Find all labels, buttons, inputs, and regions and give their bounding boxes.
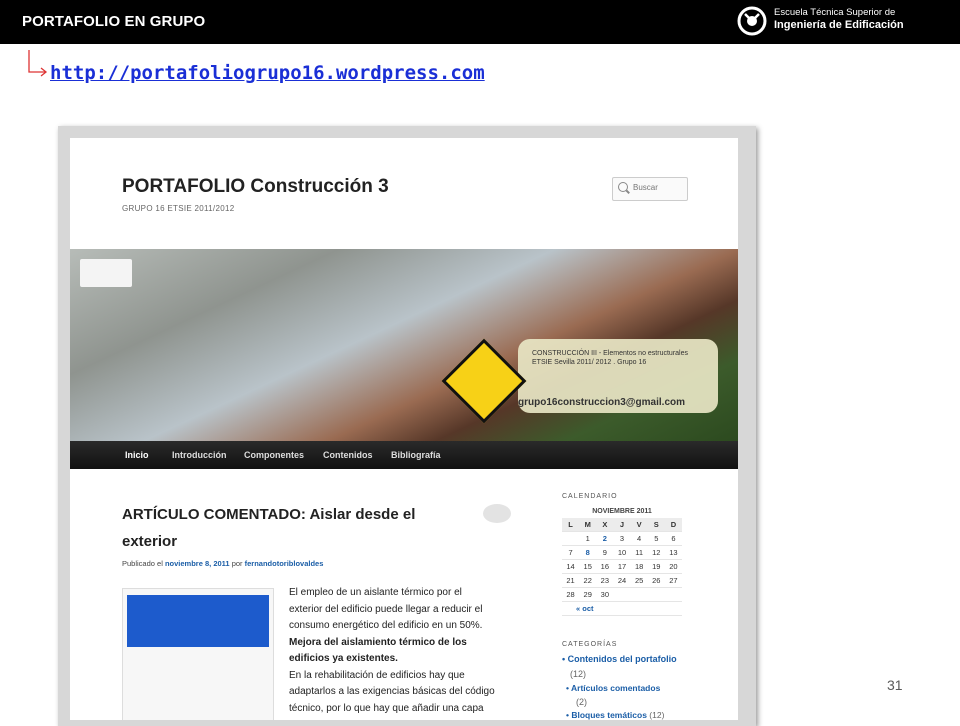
nav-introduccion[interactable]: Introducción (172, 450, 227, 460)
website-screenshot: PORTAFOLIO Construcción 3 GRUPO 16 ETSIE 2011/2012 Buscar CONSTRUCCIÓN III - Elementos no estructurales ETSIE Sevilla 2011/ 2012 . Grupo 16 grupo16construccion3@gmail.com Inicio Introducción Componentes Contenidos Bibliografía ARTÍCULO COMENTADO: Aislar desde el exterior Publicado el noviembre 8, 2011 por fernandotoriblovaldes El empleo de un aislante térmico por el exterior del edificio puede llegar a reducir el consumo energético del edificio en un 50%. Mejora del aislamiento térmico de los edificios ya existentes. En la rehabilitación de edificios hay que adaptarlos a las exigencias básicas del código técnico, por lo que hay que añadir una capa CALENDARIO NOVIEMBRE 2011 L M X J V S D 1 2 3 4 5 6 7 8 9 10 11 12 13 14 15 16 17 18 19 20 21 22 23 24 25 26 27 28 29 30 « oct CATEGORÍAS • Contenidos del portafolio (12) • Artículos comentados (2) • Bloques temáticos (12) (70, 138, 738, 720)
banner-caption-line2: ETSIE Sevilla 2011/ 2012 . Grupo 16 (532, 359, 647, 366)
article-thumbnail-header (127, 595, 269, 647)
post-body: El empleo de un aislante térmico por el exterior del edificio puede llegar a reducir el consumo energético del edificio en un 50%. Mejora del aislamiento térmico de los edificios ya existentes. En la rehabilitación de edificios hay que adaptarlos a las exigencias básicas del código técnico, por lo que hay que añadir una capa (289, 587, 495, 714)
search-input[interactable]: Buscar (612, 177, 688, 201)
site-title[interactable]: PORTAFOLIO Construcción 3 (122, 176, 389, 197)
nav-inicio[interactable]: Inicio (125, 450, 149, 460)
comment-bubble-icon[interactable] (483, 504, 511, 523)
school-logo-icon (736, 5, 768, 37)
calendar: NOVIEMBRE 2011 L M X J V S D 1 2 3 4 5 6 7 8 9 10 11 12 13 14 15 16 17 18 19 20 21 22 23 24 25 26 27 28 29 30 « oct (562, 508, 682, 616)
nav-componentes[interactable]: Componentes (244, 450, 305, 460)
nav-contenidos[interactable]: Contenidos (323, 450, 373, 460)
header-banner (70, 249, 738, 441)
calendar-prev-link[interactable]: « oct (562, 602, 682, 616)
calendar-heading: CALENDARIO (562, 493, 618, 500)
construction-sign-icon (442, 339, 527, 424)
category-articulos[interactable]: • Artículos comentados (566, 683, 661, 693)
search-icon (618, 182, 628, 192)
article-thumbnail[interactable] (122, 588, 274, 720)
site-subtitle: GRUPO 16 ETSIE 2011/2012 (122, 204, 235, 213)
post-author-link[interactable]: fernandotoriblovaldes (244, 559, 324, 568)
top-bar (0, 0, 960, 44)
category-contenidos[interactable]: • Contenidos del portafolio (562, 654, 677, 664)
banner-email: grupo16construccion3@gmail.com (518, 397, 686, 408)
banner-caption-line1: CONSTRUCCIÓN III - Elementos no estructurales (532, 350, 688, 357)
school-name: Escuela Técnica Superior de Ingeniería de Edificación (774, 7, 904, 31)
post-date-link[interactable]: noviembre 8, 2011 (164, 559, 230, 568)
post-title[interactable]: ARTÍCULO COMENTADO: Aislar desde el exterior (122, 506, 416, 550)
category-bloques[interactable]: • Bloques temáticos (12) (566, 710, 665, 720)
nav-bibliografia[interactable]: Bibliografía (391, 450, 441, 460)
slide-title: PORTAFOLIO EN GRUPO (22, 13, 206, 30)
post-meta: Publicado el noviembre 8, 2011 por fernandotoriblovaldes (122, 559, 324, 568)
page-number: 31 (887, 677, 903, 693)
site-nav (70, 441, 738, 469)
portfolio-link[interactable]: http://portafoliogrupo16.wordpress.com (50, 62, 485, 84)
university-logos (80, 259, 132, 287)
categories-heading: CATEGORÍAS (562, 641, 618, 648)
